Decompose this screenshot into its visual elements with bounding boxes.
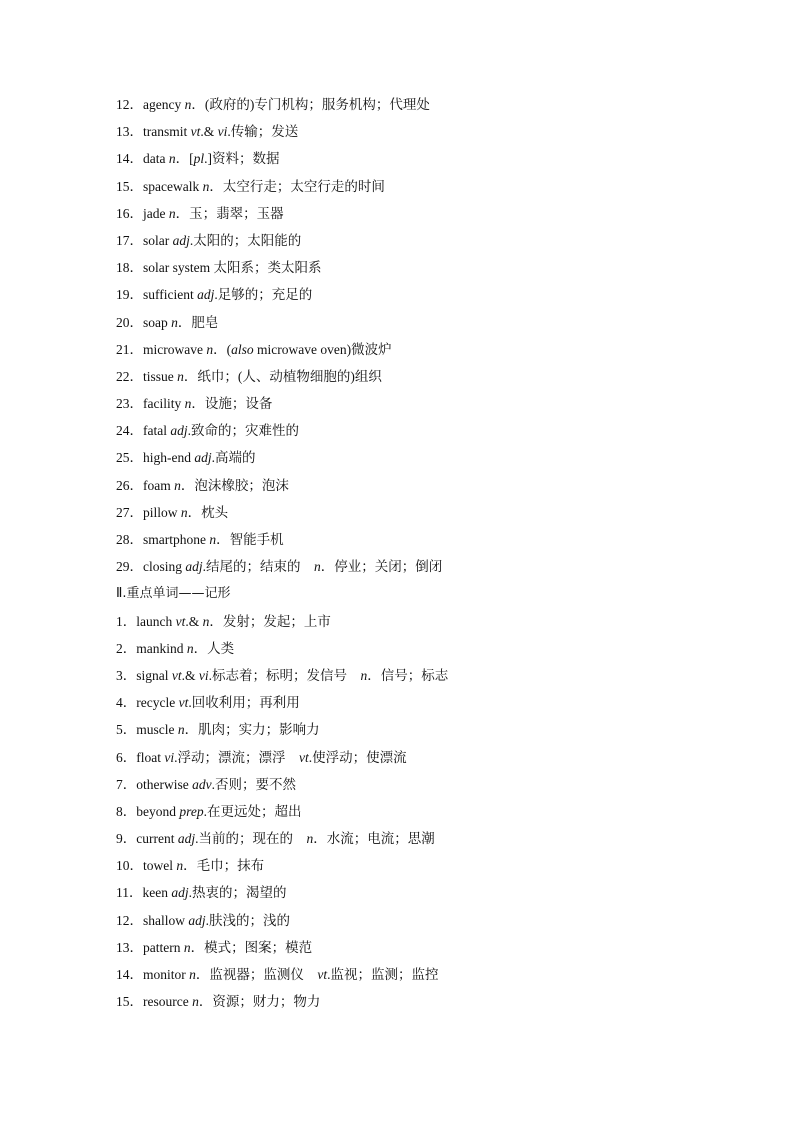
entry-word: solar	[143, 232, 173, 248]
part-of-speech: n	[360, 667, 368, 683]
entry-word: closing	[143, 559, 186, 575]
entry-word: spacewalk	[143, 178, 203, 194]
part-of-speech: n	[168, 205, 176, 221]
entry-number: 20．	[116, 314, 143, 330]
vocabulary-entry	[116, 744, 716, 771]
entry-word: data	[143, 151, 169, 167]
entry-word: high-end	[143, 450, 195, 466]
entry-word: foam	[143, 477, 175, 493]
entry-number: 26．	[116, 477, 143, 493]
vocabulary-entry	[116, 662, 716, 689]
entry-number: 16．	[116, 205, 143, 221]
entry-meaning: ．毛巾；抹布	[183, 858, 265, 874]
vocabulary-entry	[116, 934, 716, 961]
entry-meaning: ．肌肉；实力；影响力	[184, 722, 320, 738]
part-of-speech: n	[192, 994, 199, 1010]
part-of-speech: n	[184, 396, 192, 412]
entry-meaning: .在更远处；超出	[203, 803, 302, 819]
part-of-speech: n	[314, 559, 321, 575]
part-of-speech: adj	[194, 450, 212, 466]
vocabulary-entry	[116, 309, 716, 336]
part-of-speech: n	[306, 831, 314, 847]
entry-meaning: .回收利用；再利用	[188, 695, 300, 711]
vocabulary-entry	[116, 553, 716, 580]
part-of-speech: n	[183, 939, 191, 955]
part-of-speech: adj	[170, 423, 188, 439]
entry-number: 14．	[116, 151, 143, 167]
entry-meaning: .肤浅的；浅的	[205, 912, 291, 928]
part-of-speech: prep	[179, 803, 204, 819]
entry-number: 11．	[116, 885, 143, 901]
part-of-speech: adj	[185, 559, 203, 575]
entry-meaning: ．枕头	[187, 504, 229, 520]
vocabulary-entry	[116, 173, 716, 200]
entry-meaning: .高端的	[211, 450, 256, 466]
entry-meaning: .监视；监测；监控	[327, 967, 439, 982]
vocabulary-entry	[116, 145, 716, 172]
entry-number: 10．	[116, 858, 143, 874]
entry-word: beyond	[136, 803, 180, 819]
part-of-speech: n	[176, 858, 184, 874]
entry-number: 22．	[116, 368, 143, 384]
entry-word: sufficient	[143, 287, 198, 303]
entry-number: 13．	[116, 939, 143, 955]
section-heading: Ⅱ.重点单词——记形	[116, 586, 231, 602]
entry-word: microwave	[143, 341, 207, 357]
vocabulary-entry	[116, 716, 716, 743]
vocabulary-entry	[116, 417, 716, 444]
entry-word: otherwise	[136, 776, 193, 792]
entry-meaning: .太阳的；太阳能的	[189, 232, 302, 248]
vocabulary-entry	[116, 879, 716, 906]
entry-word: shallow	[143, 912, 189, 928]
entry-meaning: .&	[185, 613, 203, 629]
part-of-speech: n	[177, 368, 184, 384]
entry-number: 19．	[116, 287, 143, 303]
entry-word: tissue	[143, 368, 178, 384]
entry-number: 9．	[116, 831, 137, 847]
entry-number: 12．	[116, 97, 143, 112]
entry-number: 7．	[116, 776, 137, 792]
part-of-speech: adj	[197, 287, 215, 303]
entry-word: launch	[136, 613, 176, 629]
vocabulary-entry	[116, 444, 716, 471]
vocabulary-entry	[116, 472, 716, 499]
entry-number: 29．	[116, 559, 143, 575]
vocabulary-list	[116, 91, 716, 1015]
vocabulary-list-part-1	[116, 91, 716, 580]
part-of-speech: vi	[217, 124, 228, 140]
vocabulary-entry	[116, 635, 716, 662]
entry-word: muscle	[136, 722, 178, 738]
entry-meaning: .&	[181, 667, 199, 683]
entry-word: transmit	[143, 124, 191, 140]
entry-meaning: ．玉；翡翠；玉器	[175, 205, 284, 221]
entry-meaning: ．模式；图案；模范	[190, 939, 313, 955]
entry-meaning: ．人类	[193, 640, 235, 656]
part-of-speech: adj	[177, 831, 196, 847]
vocabulary-entry	[116, 281, 716, 308]
part-of-speech: n	[184, 97, 192, 112]
vocabulary-entry	[116, 988, 716, 1015]
part-of-speech: n	[171, 314, 178, 330]
part-of-speech: also	[231, 341, 254, 357]
entry-word: pattern	[143, 939, 184, 955]
entry-meaning: .]资料；数据	[204, 151, 280, 167]
entry-number: 8．	[116, 803, 137, 819]
entry-meaning: ．停业；关闭；倒闭	[320, 559, 443, 575]
entry-word: keen	[142, 885, 172, 901]
entry-number: 21．	[116, 341, 143, 357]
entry-meaning: .致命的；灾难性的	[187, 423, 299, 439]
entry-word: float	[136, 749, 165, 765]
vocabulary-entry	[116, 771, 716, 798]
entry-word: monitor	[143, 967, 190, 982]
entry-number: 18．	[116, 260, 143, 276]
vocabulary-entry	[116, 499, 716, 526]
vocabulary-list-part-2	[116, 608, 716, 1016]
entry-meaning: ．资源；财力；物力	[198, 994, 321, 1010]
vocabulary-entry	[116, 118, 716, 145]
entry-meaning: ．智能手机	[216, 532, 284, 547]
entry-number: 6．	[116, 749, 137, 765]
entry-meaning: ．信号；标志	[367, 667, 449, 683]
part-of-speech: n	[202, 613, 210, 629]
entry-word: jade	[143, 205, 169, 221]
entry-meaning: ．(	[213, 341, 232, 357]
vocabulary-entry	[116, 91, 716, 118]
part-of-speech: vt	[317, 967, 328, 982]
vocabulary-entry	[116, 363, 716, 390]
part-of-speech: n	[189, 967, 196, 982]
entry-meaning: ．监视器；监测仪	[195, 967, 318, 982]
part-of-speech: vt	[178, 695, 189, 711]
entry-word: resource	[143, 994, 193, 1010]
part-of-speech: adv	[192, 776, 212, 792]
entry-meaning: microwave oven)微波炉	[253, 341, 392, 357]
part-of-speech: vt	[175, 613, 186, 629]
vocabulary-entry	[116, 526, 716, 553]
entry-meaning: .热衷的；渴望的	[188, 885, 287, 901]
entry-number: 17．	[116, 232, 143, 248]
entry-number: 24．	[116, 423, 143, 439]
vocabulary-entry	[116, 852, 716, 879]
part-of-speech: adj	[171, 885, 189, 901]
part-of-speech: n	[209, 532, 217, 547]
part-of-speech: n	[186, 640, 194, 656]
entry-number: 2．	[116, 640, 137, 656]
entry-word: agency	[143, 97, 185, 112]
part-of-speech: vt	[171, 667, 182, 683]
entry-meaning: ．(政府的)专门机构；服务机构；代理处	[191, 97, 430, 112]
entry-meaning: .标志着；标明；发信号	[208, 667, 361, 683]
entry-meaning: .当前的；现在的	[195, 831, 307, 847]
entry-word: soap	[143, 314, 172, 330]
entry-meaning: .否则；要不然	[211, 776, 296, 792]
entry-meaning: ．发射；发起；上市	[209, 613, 331, 629]
entry-meaning: .浮动；漂流；漂浮	[174, 749, 299, 765]
part-of-speech: n	[180, 504, 188, 520]
entry-word: signal	[136, 667, 172, 683]
entry-number: 25．	[116, 450, 143, 466]
entry-number: 15．	[116, 994, 143, 1010]
entry-meaning: ．设施；设备	[191, 396, 273, 412]
entry-meaning: .传输；发送	[227, 124, 299, 140]
entry-word: recycle	[136, 695, 179, 711]
entry-word: towel	[143, 858, 177, 874]
entry-word: current	[136, 831, 178, 847]
entry-meaning: .足够的；充足的	[214, 287, 313, 303]
vocabulary-entry	[116, 825, 716, 852]
entry-number: 23．	[116, 396, 143, 412]
part-of-speech: adj	[172, 232, 190, 248]
entry-meaning: ．泡沫橡胶；泡沫	[180, 477, 289, 493]
entry-number: 13．	[116, 124, 143, 140]
part-of-speech: adj	[188, 912, 206, 928]
entry-meaning: .结尾的；结束的	[202, 559, 315, 575]
part-of-speech: vt	[190, 124, 201, 140]
part-of-speech: n	[202, 178, 210, 194]
vocabulary-entry	[116, 689, 716, 716]
vocabulary-entry	[116, 336, 716, 363]
entry-meaning: .使浮动；使漂流	[308, 749, 407, 765]
entry-number: 28．	[116, 532, 143, 547]
entry-word: fatal	[143, 423, 171, 439]
entry-meaning: ．太空行走；太空行走的时间	[209, 178, 385, 194]
entry-meaning: ．纸巾；(人、动植物细胞的)组织	[183, 368, 382, 384]
part-of-speech: vt	[299, 749, 309, 765]
entry-number: 15．	[116, 178, 143, 194]
entry-word: smartphone	[143, 532, 210, 547]
entry-meaning: ．水流；电流；思潮	[313, 831, 435, 847]
part-of-speech: n	[174, 477, 181, 493]
entry-meaning: ．肥皂	[177, 314, 219, 330]
part-of-speech: vi	[164, 749, 175, 765]
part-of-speech: pl	[193, 151, 205, 167]
entry-word: solar system	[143, 260, 214, 276]
vocabulary-entry	[116, 798, 716, 825]
vocabulary-entry	[116, 390, 716, 417]
vocabulary-entry	[116, 608, 716, 635]
entry-number: 4．	[116, 695, 137, 711]
vocabulary-entry	[116, 961, 716, 988]
entry-number: 12．	[116, 912, 143, 928]
entry-meaning: ．[	[175, 151, 194, 167]
vocabulary-entry	[116, 227, 716, 254]
vocabulary-entry	[116, 254, 716, 281]
part-of-speech: n	[168, 151, 176, 167]
vocabulary-entry	[116, 200, 716, 227]
part-of-speech: n	[206, 341, 214, 357]
entry-number: 27．	[116, 504, 143, 520]
entry-word: mankind	[136, 640, 187, 656]
entry-word: pillow	[143, 504, 181, 520]
entry-word: facility	[143, 396, 185, 412]
part-of-speech: vi	[198, 667, 209, 683]
entry-number: 3．	[116, 667, 137, 683]
entry-number: 14．	[116, 967, 143, 982]
entry-number: 1．	[116, 613, 137, 629]
vocabulary-entry	[116, 907, 716, 934]
entry-number: 5．	[116, 722, 137, 738]
entry-meaning: .&	[200, 124, 218, 140]
entry-meaning: 太阳系；类太阳系	[213, 260, 322, 276]
part-of-speech: n	[177, 722, 185, 738]
